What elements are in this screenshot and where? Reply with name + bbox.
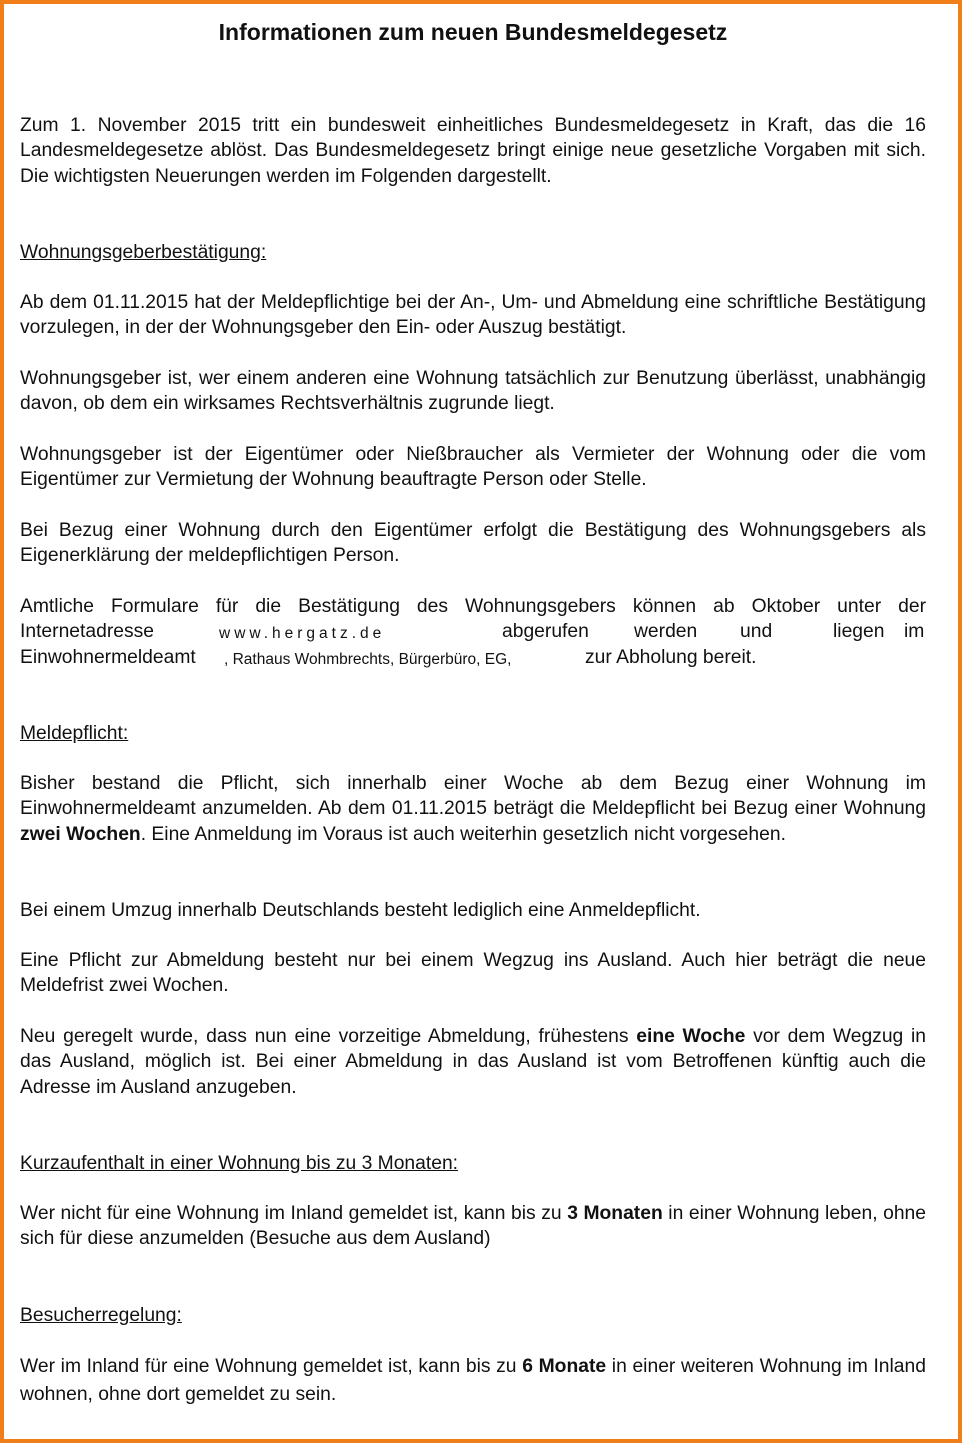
heading-meldepflicht: Meldepflicht: bbox=[20, 723, 129, 744]
paragraph-wohnungsgeber-eigentuemer: Wohnungsgeber ist der Eigentümer oder Nießbraucher als Vermieter der Wohnung oder die vom Eigentümer zur Vermietung der Wohnung beauftragte Person oder Stelle. bbox=[20, 444, 926, 491]
document-title: Informationen zum neuen Bundesmeldegesetz bbox=[218, 19, 728, 45]
paragraph-bestaetigung: Ab dem 01.11.2015 hat der Meldepflichtige bei der An-, Um- und Abmeldung eine schriftliche Bestätigung vorzulegen, in der der Wohnungsgeber den Ein- oder Auszug bestätigt. bbox=[20, 292, 926, 339]
abholung-text: zur Abholung bereit. bbox=[585, 647, 757, 668]
paragraph-umzug-inland: Bei einem Umzug innerhalb Deutschlands besteht lediglich eine Anmeldepflicht. bbox=[20, 900, 701, 921]
bold-eine-woche: eine Woche bbox=[636, 1026, 746, 1047]
heading-besucherregelung: Besucherregelung: bbox=[20, 1305, 182, 1326]
heading-kurzaufenthalt: Kurzaufenthalt in einer Wohnung bis zu 3 Monaten: bbox=[20, 1153, 459, 1174]
word-und: und bbox=[740, 621, 773, 642]
paragraph-besucherregelung: Wer im Inland für eine Wohnung gemeldet ist, kann bis zu 6 Monate in einer weiteren Wohnung im Inland wohnen, ohne dort gemeldet zu sein. bbox=[20, 1356, 926, 1405]
paragraph-meldefrist: Bisher bestand die Pflicht, sich innerhalb einer Woche ab dem Bezug einer Wohnung im Einwohnermeldeamt anzumelden. Ab dem 01.11.2015 beträgt die Meldepflicht bei Bezug einer Wohnung zwei Wochen. Eine Anmeldung im Voraus ist auch weiterhin gesetzlich nicht vorgesehen. bbox=[20, 773, 926, 845]
word-abgerufen: abgerufen bbox=[502, 621, 589, 642]
internet-label: Internetadresse bbox=[20, 621, 154, 642]
einwohnermeldeamt-label: Einwohnermeldeamt bbox=[20, 647, 196, 668]
bold-6-monate: 6 Monate bbox=[522, 1356, 607, 1377]
bold-3-monaten: 3 Monaten bbox=[567, 1203, 663, 1224]
paragraph-kurzaufenthalt: Wer nicht für eine Wohnung im Inland gemeldet ist, kann bis zu 3 Monaten in einer Wohnung leben, ohne sich für diese anzumelden (Besuche aus dem Ausland) bbox=[20, 1203, 927, 1250]
bold-zwei-wochen: zwei Wochen bbox=[20, 823, 141, 845]
website-link[interactable]: www.hergatz.de bbox=[219, 625, 386, 642]
paragraph-formulare-line1: Amtliche Formulare für die Bestätigung des Wohnungsgebers können ab Oktober unter der bbox=[20, 596, 926, 617]
office-location: , Rathaus Wohmbrechts, Bürgerbüro, EG, bbox=[224, 651, 512, 668]
word-liegen: liegen bbox=[833, 621, 885, 642]
paragraph-vorzeitige-abmeldung: Neu geregelt wurde, dass nun eine vorzeitige Abmeldung, frühestens eine Woche vor dem Wegzug in das Ausland, möglich ist. Bei einer Abmeldung in das Ausland ist vom Betroffenen künftig auch die Adresse im Ausland anzugeben. bbox=[20, 1026, 927, 1098]
word-im: im bbox=[904, 621, 925, 642]
intro-paragraph: Zum 1. November 2015 tritt ein bundesweit einheitliches Bundesmeldegesetz in Kraft, das die 16 Landesmeldegesetze ablöst. Das Bundesmeldegesetz bringt einige neue gesetzliche Vorgaben mit sich. Die wichtigsten Neuerungen werden im Folgenden dargestellt. bbox=[20, 115, 926, 187]
heading-wohnungsgeberbestaetigung: Wohnungsgeberbestätigung: bbox=[20, 242, 267, 263]
word-werden: werden bbox=[634, 621, 698, 642]
paragraph-wohnungsgeber-definition: Wohnungsgeber ist, wer einem anderen eine Wohnung tatsächlich zur Benutzung überlässt, unabhängig davon, ob dem ein wirksames Rechtsverhältnis zugrunde liegt. bbox=[20, 368, 926, 415]
paragraph-eigenerklaerung: Bei Bezug einer Wohnung durch den Eigentümer erfolgt die Bestätigung des Wohnungsgebers als Eigenerklärung der meldepflichtigen Person. bbox=[20, 520, 926, 567]
paragraph-abmeldung-ausland: Eine Pflicht zur Abmeldung besteht nur bei einem Wegzug ins Ausland. Auch hier beträgt die neue Meldefrist zwei Wochen. bbox=[20, 950, 926, 997]
